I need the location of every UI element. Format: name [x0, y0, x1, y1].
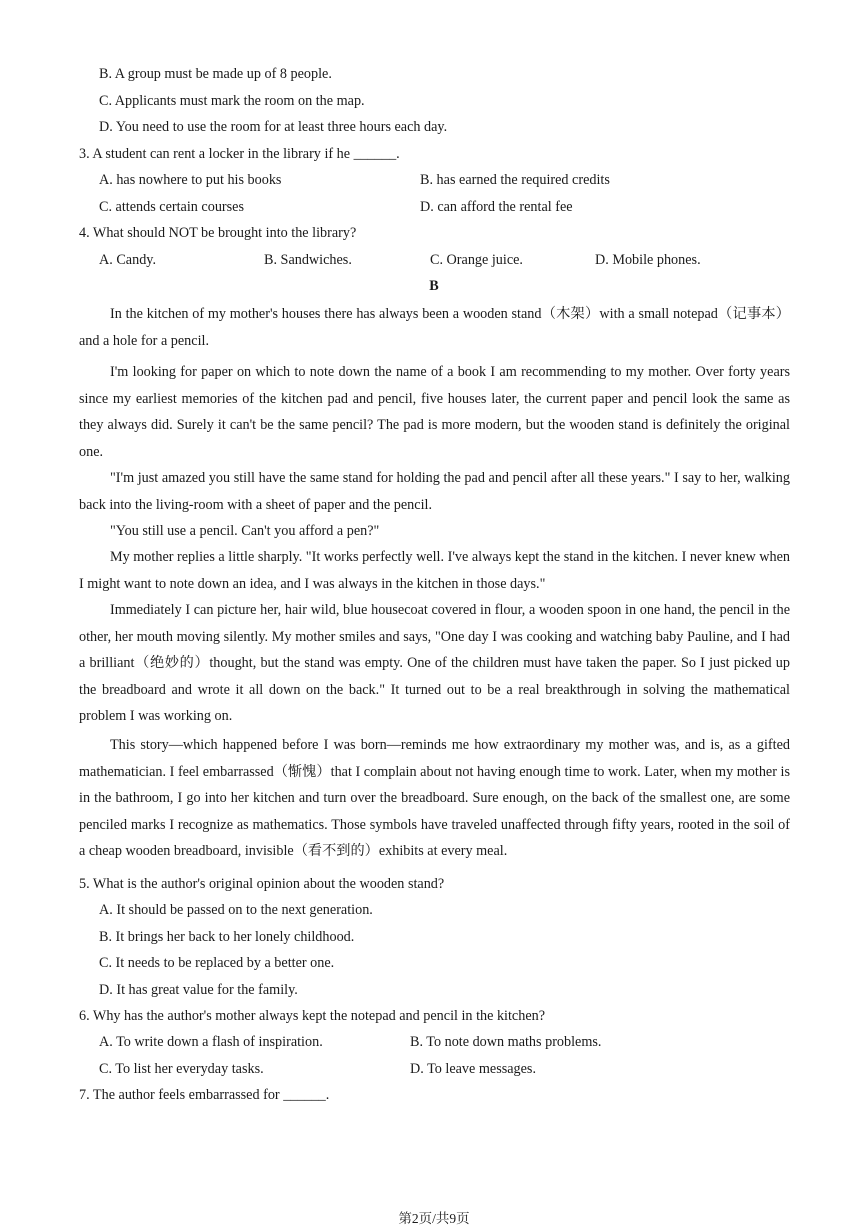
q4-stem: 4. What should NOT be brought into the library?: [79, 225, 357, 241]
q4-option-a: A. Candy.: [99, 252, 157, 268]
q3-option-d: D. can afford the rental fee: [420, 199, 573, 215]
q3-stem: 3. A student can rent a locker in the library if he ______.: [79, 146, 400, 162]
q2-option-d: D. You need to use the room for at least three hours each day.: [99, 119, 448, 135]
q5-option-c: C. It needs to be replaced by a better one.: [99, 955, 335, 971]
q3-option-a: A. has nowhere to put his books: [99, 172, 282, 188]
q5-option-a: A. It should be passed on to the next generation.: [99, 902, 373, 918]
q6-stem: 6. Why has the author's mother always kept the notepad and pencil in the kitchen?: [79, 1008, 546, 1024]
passage-paragraph-4: "You still use a pencil. Can't you afford a pen?": [110, 523, 380, 539]
q4-option-b: B. Sandwiches.: [264, 252, 352, 268]
q4-option-c: C. Orange juice.: [430, 252, 523, 268]
q3-option-c: C. attends certain courses: [99, 199, 244, 215]
passage-paragraph-6: Immediately I can picture her, hair wild, blue housecoat covered in flour, a wooden spoon in one hand, the pencil in the other, her mouth moving silently. My mother smiles and says, "One day I was cooking and watching baby Pauline, and I had a brilliant（绝妙的）thought, but the stand was empty. One of the children must have taken the paper. So I just picked up the breadboard and wrote it all down on the back." It turned out to be a real breakthrough in solving the mathematical problem I was working on.: [79, 602, 790, 724]
q3-option-b: B. has earned the required credits: [420, 172, 610, 188]
q6-option-d: D. To leave messages.: [410, 1061, 537, 1077]
section-b-heading: B: [429, 278, 439, 294]
passage-paragraph-1: In the kitchen of my mother's houses there has always been a wooden stand（木架）with a small notepad（记事本）and a hole for a pencil.: [79, 306, 790, 349]
q4-option-d: D. Mobile phones.: [595, 252, 701, 268]
q5-option-d: D. It has great value for the family.: [99, 982, 298, 998]
passage-paragraph-5: My mother replies a little sharply. "It works perfectly well. I've always kept the stand in the kitchen. I never knew when I might want to note down an idea, and I was always in the kitchen in those days.": [79, 549, 790, 592]
page-number: 第2页/共9页: [398, 1211, 470, 1226]
q6-option-b: B. To note down maths problems.: [410, 1034, 602, 1050]
q2-option-b: B. A group must be made up of 8 people.: [99, 66, 332, 82]
q5-stem: 5. What is the author's original opinion about the wooden stand?: [79, 876, 445, 892]
q2-option-c: C. Applicants must mark the room on the map.: [99, 93, 365, 109]
passage-paragraph-3: "I'm just amazed you still have the same stand for holding the pad and pencil after all these years." I say to her, walking back into the living-room with a sheet of paper and the pencil.: [79, 470, 790, 513]
q6-option-c: C. To list her everyday tasks.: [99, 1061, 264, 1077]
passage-paragraph-2: I'm looking for paper on which to note down the name of a book I am recommending to my mother. Over forty years since my earliest memories of the kitchen pad and pencil, five houses later, the current paper and pencil look the same as they always did. Surely it can't be the same pencil? The pad is more modern, but the wooden stand is definitely the original one.: [79, 364, 790, 460]
passage-paragraph-7: This story—which happened before I was born—reminds me how extraordinary my mother was, and is, as a gifted mathematician. I feel embarrassed（惭愧）that I complain about not having enough time to work. Later, when my mother is in the bathroom, I go into her kitchen and turn over the breadboard. Sure enough, on the back of the smallest one, are some penciled marks I recognize as mathematics. Those symbols have traveled unaffected through fifty years, rooted in the soil of a cheap wooden breadboard, invisible（看不到的）exhibits at every meal.: [79, 737, 790, 859]
q6-option-a: A. To write down a flash of inspiration.: [99, 1034, 323, 1050]
q5-option-b: B. It brings her back to her lonely childhood.: [99, 929, 355, 945]
q7-stem: 7. The author feels embarrassed for ______.: [79, 1087, 330, 1103]
